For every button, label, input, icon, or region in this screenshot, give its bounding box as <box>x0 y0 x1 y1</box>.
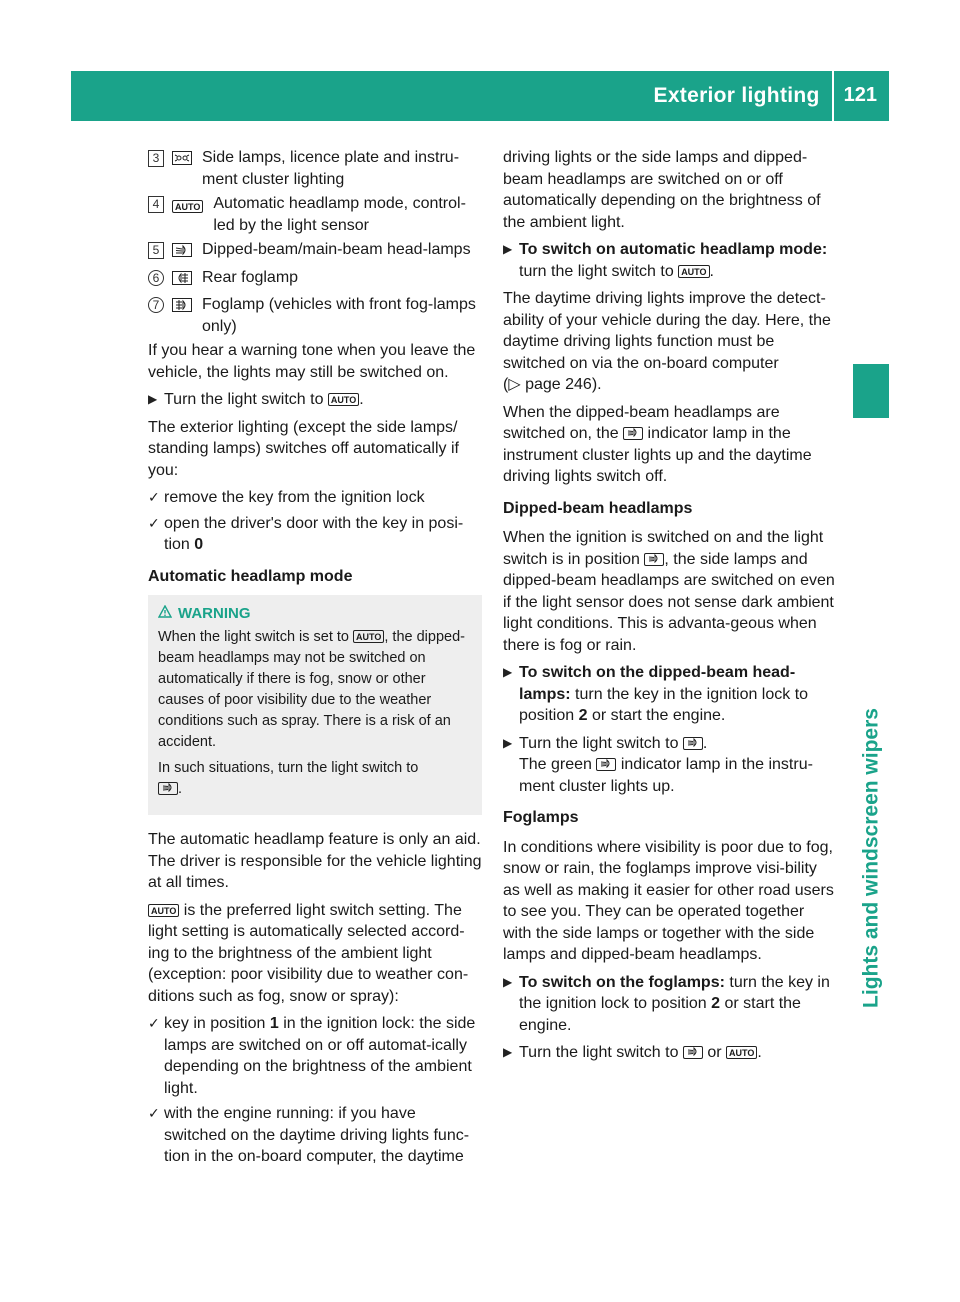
rear-foglamp-icon <box>172 270 192 292</box>
paragraph: When the dipped-beam headlamps are switched on, the indicator lamp in the instrument cluster lights up and the daytime driving lights switch off. <box>503 403 812 485</box>
legend-text: Side lamps, licence plate and instru-ment cluster lighting <box>202 149 460 188</box>
arrow-icon: ▶ <box>148 392 158 406</box>
legend-text: Automatic headlamp mode, control-led by the light sensor <box>213 195 466 234</box>
auto-icon: AUTO <box>148 904 179 917</box>
instruction-step: ▶ Turn the light switch to or AUTO . <box>503 1042 835 1064</box>
left-column <box>148 147 482 1172</box>
arrow-icon: ▶ <box>503 665 513 679</box>
instruction-step: ▶ Turn the light switch to AUTO . <box>148 389 482 411</box>
legend-item <box>148 239 482 264</box>
front-foglamp-icon <box>172 297 192 337</box>
side-lamps-icon <box>172 150 192 190</box>
warning-box <box>148 595 482 815</box>
dipped-beam-icon <box>158 782 178 795</box>
arrow-icon: ▶ <box>503 1045 513 1059</box>
dipped-beam-icon <box>644 553 664 566</box>
legend-text: Dipped-beam/main-beam head-lamps <box>202 241 471 258</box>
dipped-beam-icon <box>623 427 643 440</box>
dipped-beam-icon <box>596 758 616 771</box>
legend-text: Rear foglamp <box>202 268 299 286</box>
paragraph: The automatic headlamp feature is only an aid. The driver is responsible for the vehicle lighting at all times. <box>148 831 482 891</box>
section-heading: Foglamps <box>503 809 579 826</box>
arrow-icon: ▶ <box>503 974 513 989</box>
list-item: ✓ key in position 1 in the ignition lock: the side lamps are switched on or off automat-ically depending on the brightness of the ambient light. <box>148 1013 482 1099</box>
auto-icon: AUTO <box>726 1046 757 1059</box>
chapter-label: Lights and windscreen wipers <box>859 708 883 1008</box>
paragraph: If you hear a warning tone when you leave the vehicle, the lights may still be switched on. <box>148 342 476 381</box>
dipped-beam-icon <box>172 242 192 264</box>
paragraph: AUTO is the preferred light switch setting. The light setting is automatically selected accord-ing to the brightness of the ambient light (exception: poor visibility due to weather con-ditions such as fog, snow or spray): <box>148 901 469 1005</box>
legend-number: 3 <box>148 150 164 167</box>
warning-text: When the light switch is set to AUTO , the dipped-beam headlamps may not be switched on automatically if there is fog, snow or other causes of poor visibility due to the weather conditions such as spray. There is a risk of an accident. <box>158 629 465 750</box>
instruction-step: ▶ To switch on the foglamps: turn the key in the ignition lock to position 2 or start the engine. <box>503 972 835 1037</box>
legend-number: 5 <box>148 242 164 259</box>
arrow-icon: ▶ <box>503 242 513 256</box>
auto-icon: AUTO <box>328 393 359 406</box>
page-number: 121 <box>843 84 877 107</box>
paragraph: When the ignition is switched on and the light switch is in position , the side lamps and dipped-beam headlamps are switched on even if the light sensor does not sense dark ambient light conditions. This is advanta-geous when there is fog or rain. <box>503 529 835 654</box>
legend-number: 7 <box>148 297 164 313</box>
section-title: Exterior lighting <box>653 84 820 108</box>
legend-item <box>148 147 482 190</box>
section-heading: Dipped-beam headlamps <box>503 499 693 517</box>
dipped-beam-icon <box>683 1046 703 1059</box>
bullet-icon: ✓ <box>148 514 160 531</box>
warning-triangle-icon <box>158 603 172 624</box>
auto-icon: AUTO <box>678 265 709 278</box>
legend-number: 4 <box>148 196 164 213</box>
instruction-step: ▶ To switch on the dipped-beam head-lamps: turn the key in the ignition lock to position 2 or start the engine. <box>503 662 835 727</box>
legend-item <box>148 267 482 292</box>
warning-text: In such situations, turn the light switch to . <box>158 760 419 797</box>
paragraph: The daytime driving lights improve the detect-ability of your vehicle during the day. Here, the daytime driving lights function must be switched on via the on-board computer (▷ page 246). <box>503 290 831 393</box>
paragraph: In conditions where visibility is poor due to fog, snow or rain, the foglamps improve visi-bility as well as making it easier for other road users to see you. They can be operated together with the side lamps or together with the side lamps and dipped-beam headlamps. <box>503 838 834 963</box>
legend-item <box>148 294 482 337</box>
legend-text: Foglamp (vehicles with front fog-lamps only) <box>202 296 476 335</box>
section-heading: Automatic headlamp mode <box>148 567 353 585</box>
instruction-step: ▶ To switch on automatic headlamp mode: turn the light switch to AUTO . <box>503 239 835 282</box>
auto-icon: AUTO <box>353 630 384 643</box>
right-column <box>503 147 835 1070</box>
list-item: ✓ remove the key from the ignition lock <box>148 487 482 509</box>
list-item: ✓ with the engine running: if you have switched on the daytime driving lights func-tion in the on-board computer, the daytime <box>148 1103 482 1168</box>
warning-title: WARNING <box>178 605 251 622</box>
arrow-icon: ▶ <box>503 735 513 750</box>
list-item: ✓ open the driver's door with the key in posi-tion 0 <box>148 513 482 556</box>
paragraph: driving lights or the side lamps and dipped-beam headlamps are switched on or off automatically depending on the brightness of the ambient light. <box>503 149 821 231</box>
bullet-icon: ✓ <box>148 489 160 505</box>
dipped-beam-icon <box>683 737 703 750</box>
instruction-step: ▶ Turn the light switch to . The green indicator lamp in the instru-ment cluster lights up. <box>503 733 835 798</box>
paragraph: The exterior lighting (except the side lamps/ standing lamps) switches off automatically if you: <box>148 418 459 479</box>
chapter-tab <box>853 364 889 418</box>
bullet-icon: ✓ <box>148 1015 160 1031</box>
bullet-icon: ✓ <box>148 1105 160 1121</box>
page-reference: (▷ page 246). <box>503 376 602 393</box>
auto-icon: AUTO <box>172 196 203 236</box>
legend-item <box>148 193 482 236</box>
legend-number: 6 <box>148 270 164 286</box>
page-header <box>71 71 889 121</box>
